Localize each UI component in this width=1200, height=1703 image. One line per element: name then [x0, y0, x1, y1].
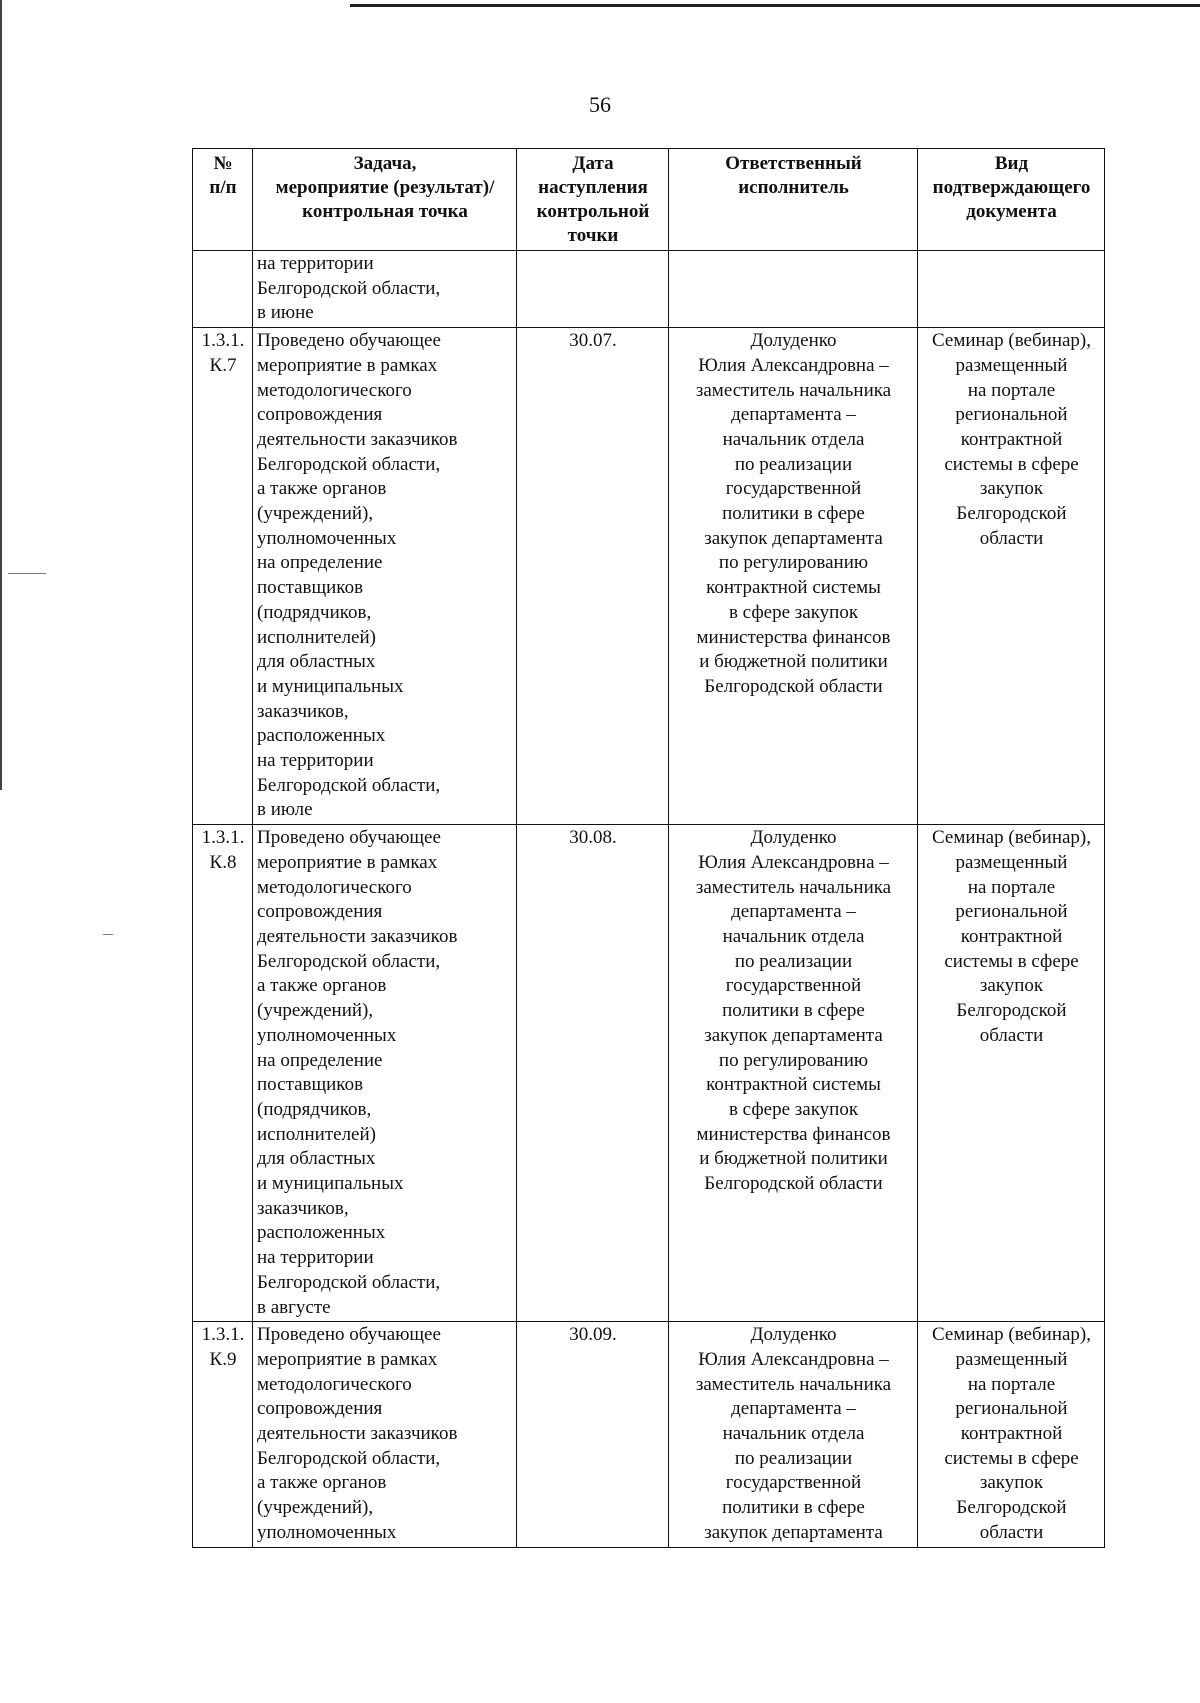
header-document: Вид подтверждающего документа	[918, 149, 1105, 251]
row-document: Семинар (вебинар), размещенный на портале региональной контрактной системы в сфере закупок Белгородской области	[918, 825, 1105, 1322]
row-responsible: Долуденко Юлия Александровна – заместитель начальника департамента – начальник отдела по реализации государственной политики в сфере закупок департамента по регулированию контрактной системы в сфере закупок министерства финансов и бюджетной политики Белгородской области	[669, 328, 918, 825]
row-date: 30.08.	[517, 825, 669, 1322]
header-number: № п/п	[193, 149, 253, 251]
table-row	[193, 825, 1105, 1322]
row-task: на территории Белгородской области, в июне	[253, 251, 517, 328]
control-points-table	[192, 148, 1105, 1548]
header-responsible: Ответственный исполнитель	[669, 149, 918, 251]
row-task: Проведено обучающее мероприятие в рамках методологического сопровождения деятельности заказчиков Белгородской области, а также органов (учреждений), уполномоченных	[253, 1322, 517, 1547]
table-row	[193, 251, 1105, 328]
row-responsible	[669, 251, 918, 328]
row-responsible: Долуденко Юлия Александровна – заместитель начальника департамента – начальник отдела по реализации государственной политики в сфере закупок департамента по регулированию контрактной системы в сфере закупок министерства финансов и бюджетной политики Белгородской области	[669, 825, 918, 1322]
row-number: 1.3.1. К.9	[193, 1322, 253, 1547]
table-row	[193, 328, 1105, 825]
table-row	[193, 1322, 1105, 1547]
row-document	[918, 251, 1105, 328]
table-header-row	[193, 149, 1105, 251]
scan-mark	[8, 573, 46, 574]
row-task: Проведено обучающее мероприятие в рамках методологического сопровождения деятельности заказчиков Белгородской области, а также органов (учреждений), уполномоченных на определение поставщиков (подрядчиков, исполнителей) для областных и муниципальных заказчиков, расположенных на территории Белгородской области, в июле	[253, 328, 517, 825]
row-number: 1.3.1. К.7	[193, 328, 253, 825]
row-document: Семинар (вебинар), размещенный на портале региональной контрактной системы в сфере закупок Белгородской области	[918, 328, 1105, 825]
header-date: Дата наступления контрольной точки	[517, 149, 669, 251]
row-date: 30.09.	[517, 1322, 669, 1547]
row-document: Семинар (вебинар), размещенный на портале региональной контрактной системы в сфере закупок Белгородской области	[918, 1322, 1105, 1547]
row-date	[517, 251, 669, 328]
scan-edge-left	[0, 0, 2, 790]
row-date: 30.07.	[517, 328, 669, 825]
scan-mark	[103, 934, 113, 935]
page-number: 56	[589, 92, 611, 117]
row-responsible: Долуденко Юлия Александровна – заместитель начальника департамента – начальник отдела по реализации государственной политики в сфере закупок департамента	[669, 1322, 918, 1547]
row-task: Проведено обучающее мероприятие в рамках методологического сопровождения деятельности заказчиков Белгородской области, а также органов (учреждений), уполномоченных на определение поставщиков (подрядчиков, исполнителей) для областных и муниципальных заказчиков, расположенных на территории Белгородской области, в августе	[253, 825, 517, 1322]
header-task: Задача, мероприятие (результат)/ контрольная точка	[253, 149, 517, 251]
scan-edge-top	[350, 4, 1200, 7]
row-number	[193, 251, 253, 328]
row-number: 1.3.1. К.8	[193, 825, 253, 1322]
